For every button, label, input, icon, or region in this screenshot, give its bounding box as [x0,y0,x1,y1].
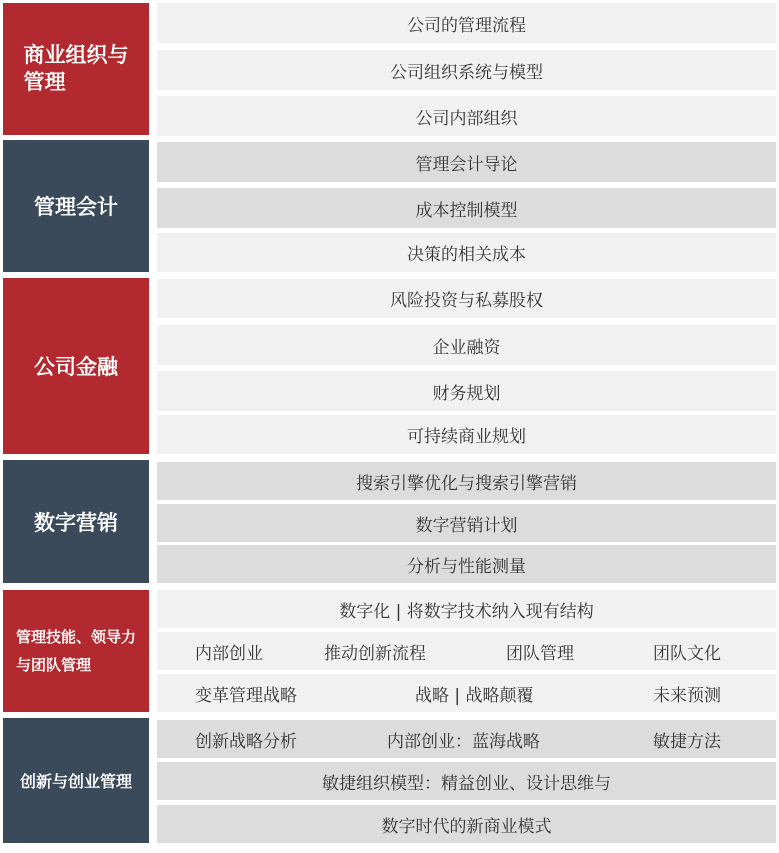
course-row [157,805,776,843]
course-label: 成本控制模型 [415,200,518,221]
course-row-multi [157,632,776,670]
category-label-line2: 管理 [23,70,66,94]
category-label-line1: 商业组织与 [23,43,129,67]
category-innovation-entrepreneurship [3,718,149,843]
category-label: 公司金融 [34,355,118,379]
course-row [157,371,776,411]
course-label: 推动创新流程 [324,643,426,664]
course-label: 内部创业 [195,643,263,664]
course-label: 未来预测 [653,685,721,706]
category-label-line2: 与团队管理 [15,656,91,674]
course-label: 公司的管理流程 [407,15,526,36]
course-row [157,504,776,542]
course-label: 内部创业：蓝海战略 [387,731,540,752]
course-label: 团队文化 [653,643,721,664]
course-label: 战略 | 战略颠覆 [415,685,534,706]
category-business-organization [3,3,149,135]
category-management-skills [3,590,149,712]
course-row [157,545,776,583]
course-row-multi [157,720,776,758]
category-corporate-finance [3,278,149,454]
course-label: 财务规划 [432,383,501,404]
course-row [157,415,776,454]
category-label: 创新与创业管理 [19,772,132,791]
course-label: 数字化 | 将数字技术纳入现有结构 [339,601,594,622]
course-label: 敏捷组织模型：精益创业、设计思维与 [322,773,611,794]
course-label: 变革管理战略 [195,685,297,706]
course-label: 风险投资与私募股权 [390,291,543,311]
course-label: 数字时代的新商业模式 [381,816,552,837]
course-label: 公司组织系统与模型 [390,62,543,83]
course-label: 团队管理 [506,643,574,664]
course-row [157,279,776,318]
course-row [157,590,776,628]
course-row [157,96,776,136]
category-digital-marketing [3,460,149,583]
course-label: 管理会计导论 [415,154,518,175]
course-row [157,188,776,228]
course-label: 决策的相关成本 [407,245,526,265]
course-row [157,325,776,365]
course-row [157,762,776,800]
course-row [157,50,776,90]
course-row-multi [157,674,776,712]
course-row [157,233,776,272]
course-row [157,462,776,500]
course-label: 数字营销计划 [415,515,518,536]
course-label: 搜索引擎优化与搜索引擎营销 [356,473,577,494]
course-row [157,3,776,43]
category-label-line1: 管理技能、领导力 [15,628,136,646]
course-label: 创新战略分析 [195,731,297,752]
course-label: 可持续商业规划 [407,427,526,447]
category-label: 管理会计 [34,195,118,219]
course-label: 敏捷方法 [653,731,721,752]
course-label: 分析与性能测量 [407,556,526,577]
course-label: 公司内部组织 [415,108,518,129]
category-label: 数字营销 [34,510,118,535]
course-row [157,142,776,182]
category-management-accounting [3,140,149,272]
course-label: 企业融资 [432,337,501,358]
